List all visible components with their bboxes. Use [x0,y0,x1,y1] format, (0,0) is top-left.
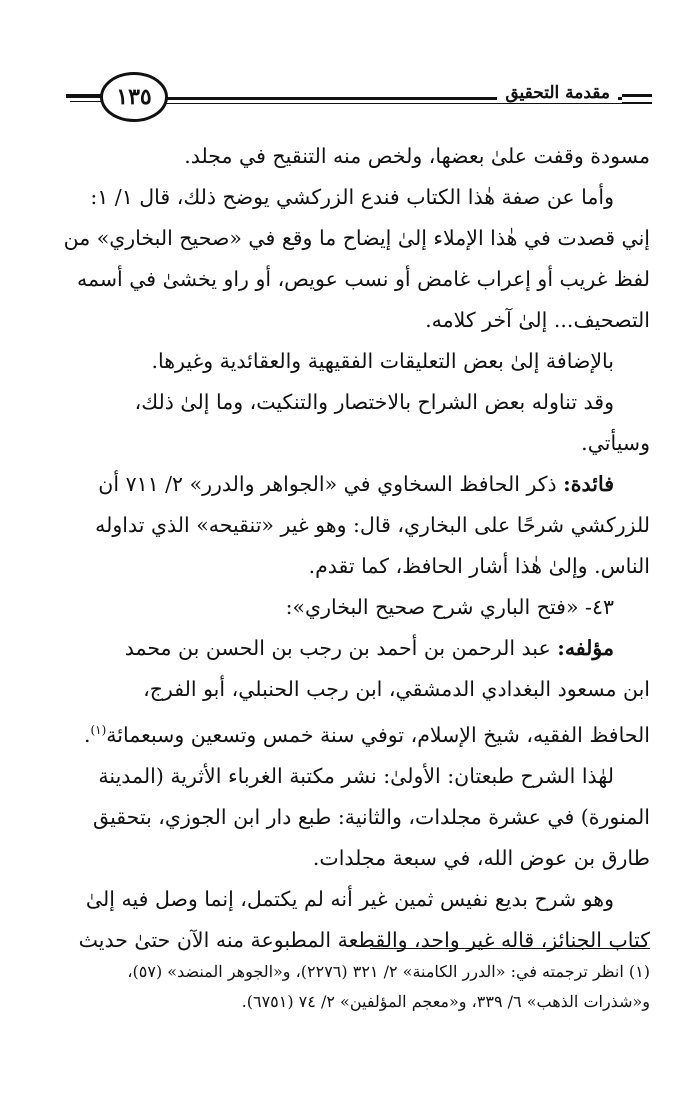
page-number: ١٣٥ [100,72,168,122]
footnote-marker: (١) [90,723,107,737]
text-line: طارق بن عوض الله، في سبعة مجلدات. [312,845,650,870]
note-label: فائدة: [563,472,614,496]
text-span: ذكر الحافظ السخاوي في «الجواهر والدرر» ٢/ ٧١١ أن [98,472,564,496]
text-line: للزركشي شرحًا على البخاري، قال: وهو غير «تنقيحه» الذي تداوله [95,513,650,537]
header-ornament [622,94,652,103]
text-line: لهٰذا الشرح طبعتان: الأولىٰ: نشر مكتبة الغرباء الأثرية (المدينة [98,763,614,788]
text-line: ابن مسعود البغدادي الدمشقي، ابن رجب الحنبلي، أبو الفرج، [143,677,650,701]
text-span: عبد الرحمن بن أحمد بن رجب بن الحسن بن محمد [124,636,558,660]
text-line: لفظ غريب أو إعراب غامض أو نسب عويص، أو راو يخشىٰ في أسمه [76,267,650,291]
running-title: مقدمة التحقيق [497,83,618,103]
footnotes [48,957,650,1017]
text-line: المنورة) في عشرة مجلدات، والثانية: طبع دار ابن الجوزي، بتحقيق [93,804,650,829]
text-span: . [83,722,91,747]
text-line [48,464,650,505]
page-header [66,70,652,120]
text-line [48,710,650,756]
text-line: وسيأتي. [581,431,650,455]
page-number-badge [66,70,166,120]
footnote-separator [370,948,650,949]
text-line [48,628,650,669]
text-line: الناس. وإلىٰ هٰذا أشار الحافظ، كما تقدم. [308,554,650,578]
text-line: كتاب الجنائز، قاله غير واحد، والقطعة المطبوعة منه الآن حتىٰ حديث [78,927,650,952]
footnote-line: و«شذرات الذهب» ٦/ ٣٣٩، و«معجم المؤلفين» ٢/ ٧٤ (٦٧٥١). [241,992,650,1011]
entry-heading: ٤٣- «فتح الباري شرح صحيح البخاري»: [285,595,614,619]
badge-tail-thin [70,101,104,102]
main-text [48,136,650,961]
text-span: الحافظ الفقيه، شيخ الإسلام، توفي سنة خمس وتسعين وسبعمائة [106,722,650,747]
text-line: إني قصدت في هٰذا الإملاء إلىٰ إيضاح ما وقع في «صحيح البخاري» من [63,226,650,250]
text-line: وهو شرح بديع نفيس ثمين غير أنه لم يكتمل، إنما وصل فيه إلىٰ [85,886,614,911]
author-label: مؤلفه: [557,636,614,660]
header-rule-thin [158,103,652,104]
text-line: وأما عن صفة هٰذا الكتاب فندع الزركشي يوضح ذلك، قال ١/ ١: [90,185,614,209]
text-line: بالإضافة إلىٰ بعض التعليقات الفقيهية والعقائدية وغيرها. [151,349,614,373]
text-line: وقد تناوله بعض الشراح بالاختصار والتنكيت، وما إلىٰ ذلك، [134,390,614,414]
text-line: التصحيف... إلىٰ آخر كلامه. [425,308,650,332]
footnote-line: (١) انظر ترجمته في: «الدرر الكامنة» ٢/ ٣٢١ (٢٢٧٦)، و«الجوهر المنضد» (٥٧)، [127,962,650,981]
text-line: مسودة وقفت علىٰ بعضها، ولخص منه التنقيح في مجلد. [184,144,650,168]
